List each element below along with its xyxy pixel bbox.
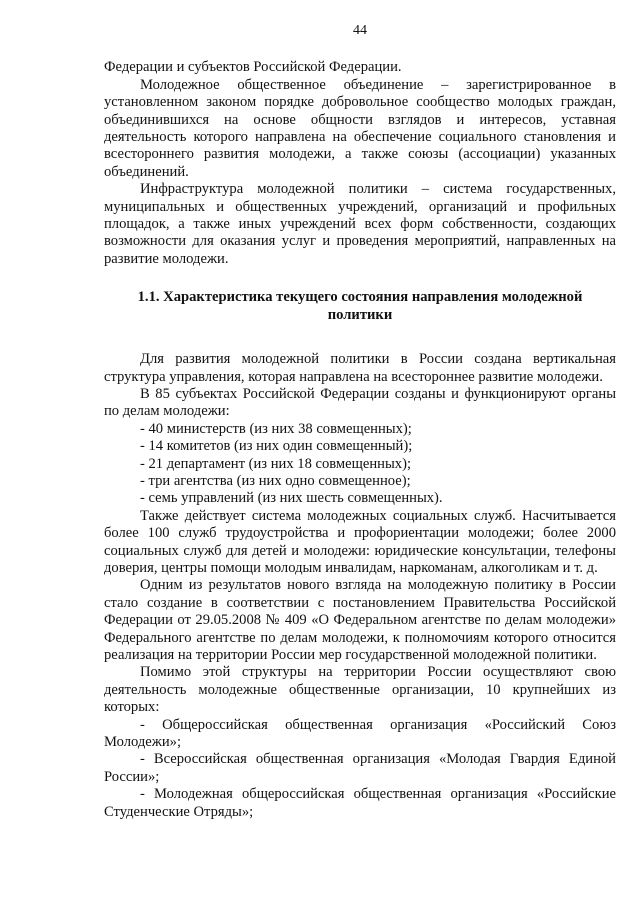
paragraph: Помимо этой структуры на территории России осуществляют свою деятельность молодежные общественные организации, 10 крупнейших из которых: [104,664,616,716]
list-item: - Молодежная общероссийская общественная организация «Российские Студенческие Отряды»; [104,786,616,820]
section-heading: 1.1. Характеристика текущего состояния направления молодежной политики [137,289,583,323]
paragraph: Инфраструктура молодежной политики – система государственных, муниципальных и общественных учреждений, организаций и профильных площадок, а также иных учреждений всех форм собственности, создающих возможности для оказания услуг и проведения мероприятий, направленных на развитие молодежи. [104,181,616,267]
list-item: - три агентства (из них одно совмещенное); [140,472,411,489]
document-page [104,22,616,821]
list-item: - 21 департамент (из них 18 совмещенных); [140,455,411,472]
list-item: - 40 министерств (из них 38 совмещенных); [140,420,412,437]
paragraph: Для развития молодежной политики в России создана вертикальная структура управления, которая направлена на всестороннее развитие молодежи. [104,351,616,385]
paragraph: Также действует система молодежных социальных служб. Насчитывается более 100 служб трудоустройства и профориентации молодежи; более 2000 социальных служб для детей и молодежи: юридические консультации, телефоны доверия, центры помощи молодым инвалидам, наркоманам, алкоголикам и т. д. [104,507,616,576]
paragraph: Одним из результатов нового взгляда на молодежную политику в России стало создание в соответствии с постановлением Правительства Российской Федерации от 29.05.2008 № 409 «О Федеральном агентстве по делам молодежи» Федерального агентстве по делам молодежи, к полномочиям которого относится реализация на территории России мер государственной молодежной политики. [104,577,616,663]
organizations-list [104,717,616,821]
list-item: - 14 комитетов (из них один совмещенный); [140,438,413,455]
bodies-list [104,421,616,508]
page-number: 44 [353,23,367,38]
intro-section [104,59,616,268]
list-item: - Всероссийская общественная организация «Молодая Гвардия Единой России»; [104,751,616,785]
paragraph: Федерации и субъектов Российской Федерации. [104,59,402,76]
paragraph: В 85 субъектах Российской Федерации созданы и функционируют органы по делам молодежи: [104,385,616,420]
list-item: - семь управлений (из них шесть совмещенных). [140,490,443,507]
list-item: - Общероссийская общественная организация «Российский Союз Молодежи»; [104,716,616,751]
paragraph: Молодежное общественное объединение – зарегистрированное в установленном законом порядке добровольное сообщество молодых граждан, объединившихся на основе общности взглядов и интересов, уставная деятельность которого направлена на обеспечение социального становления и всестороннего развития молодежи, а также союзы (ассоциации) указанных объединений. [104,76,616,180]
main-section [104,351,616,821]
